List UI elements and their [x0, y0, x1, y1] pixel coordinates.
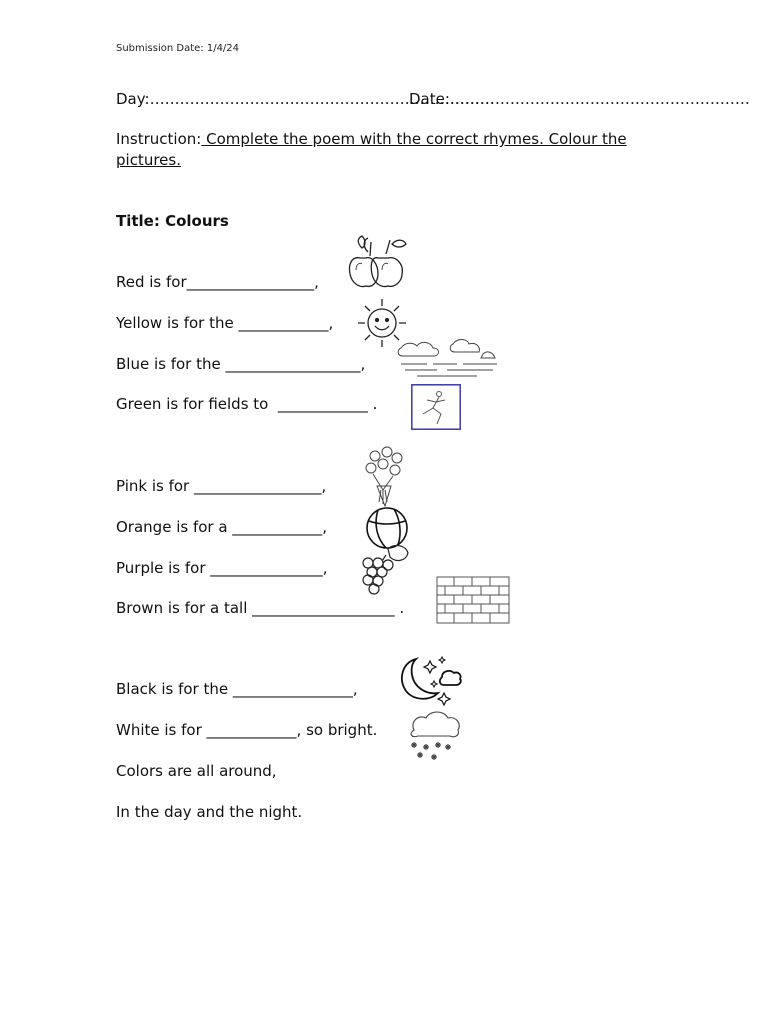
brick-wall-icon [436, 576, 510, 624]
poem-line-orange: Orange is for a ____________, [116, 518, 328, 536]
poem-line-yellow: Yellow is for the ____________, [116, 314, 334, 332]
poem-line-blue: Blue is for the __________________, [116, 355, 366, 373]
flower-bouquet-icon [359, 446, 411, 508]
sky-clouds-icon [397, 334, 501, 378]
poem-line-around: Colors are all around, [116, 762, 277, 780]
day-field: Day:…………………………………………………………… [116, 90, 495, 108]
poem-line-pink: Pink is for _________________, [116, 477, 327, 495]
moon-stars-icon [396, 655, 464, 707]
poem-line-red: Red is for_________________, [116, 273, 319, 291]
poem-line-night: In the day and the night. [116, 803, 303, 821]
poem-line-black: Black is for the ________________, [116, 680, 358, 698]
grapes-icon [356, 543, 412, 595]
poem-line-brown: Brown is for a tall ___________________ . [116, 599, 405, 617]
apples-icon [346, 234, 410, 292]
date-field: Date:…………………………………………………… [409, 90, 750, 108]
instruction-text: Complete the poem with the correct rhymes. Colour the pictures. [116, 130, 627, 169]
poem-line-white: White is for ____________, so bright. [116, 721, 378, 739]
grass-runner-icon [411, 384, 461, 430]
submission-date: Submission Date: 1/4/24 [116, 43, 240, 54]
poem-title: Title: Colours [116, 212, 229, 230]
instruction-label: Instruction: [116, 130, 202, 148]
poem-line-green: Green is for fields to ____________ . [116, 395, 378, 413]
instruction [116, 129, 636, 171]
poem-line-purple: Purple is for _______________, [116, 559, 328, 577]
snow-cloud-icon [404, 708, 464, 762]
